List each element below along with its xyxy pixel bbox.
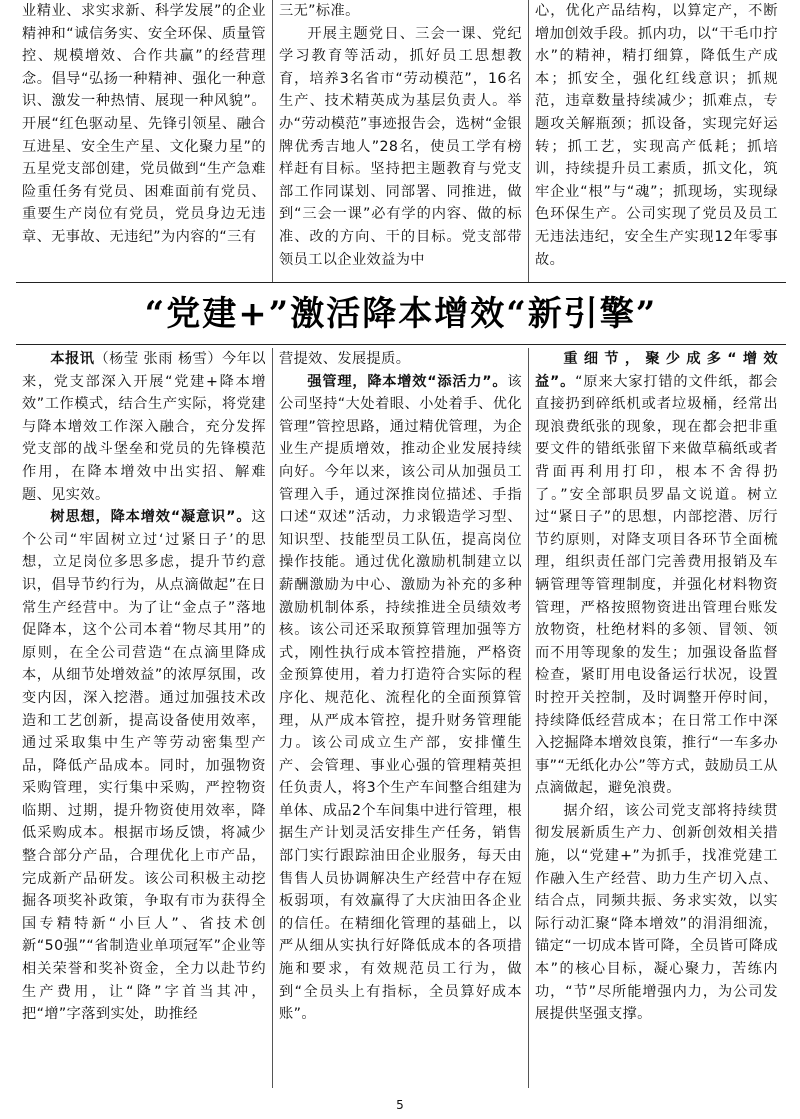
headline-bottom-rule: [16, 344, 786, 345]
top-column-2: [272, 0, 528, 282]
top-column-2-paragraph: 开展主题党日、三会一课、党纪学习教育等活动，抓好员工思想教育，培养3名省市“劳动模范”，16名生产、技术精英成为基层负责人。举办“劳动模范”事迹报告会，选树“金银牌优秀吉地人”28名，使员工学有榜样赶有目标。坚持把主题教育与党支部工作同谋划、同部署、同推进，做到“三会一课”必有学的内容、做的标准、改的方向、干的目标。党支部带领员工以企业效益为中: [279, 25, 522, 268]
top-column-3-text: 心，优化产品结构，以算定产，不断增加创效手段。抓内功，以“干毛巾拧水”的精神，精打细算，降低生产成本；抓安全，强化红线意识；抓规范，违章数量持续减少；抓难点，专题攻关解瓶颈；抓设备，实现完好运转；抓工艺，实现高产低耗；抓培训，持续提升员工素质，抓文化，筑牢企业“根”与“魂”；抓现场，实现绿色环保生产。公司实现了党员及员工无违法违纪，安全生产实现12年零事故。: [535, 3, 778, 268]
article-paragraph-continuation: 营提效、发展提质。: [279, 351, 411, 367]
article-body: [16, 348, 786, 1088]
article-paragraph: [22, 506, 266, 1026]
paragraph-text: （杨莹 张雨 杨雪）今年以来，党支部深入开展“党建+降本增效”工作模式，结合生产实际，将党建与降本增效工作深入融合，充分发挥党支部的战斗堡垒和党员的先锋模范作用，在降本增效中出实招、解难题、见实效。: [22, 351, 266, 503]
article-paragraph: [279, 371, 522, 1026]
page-number: 5: [396, 1098, 404, 1112]
article-column-1: [16, 348, 272, 1088]
paragraph-text: 该公司坚持“大处着眼、小处着手、优化管理”管控思路，通过精优管理，为企业生产提质增效，推动企业发展持续向好。今年以来，该公司从加强员工管理入手，通过深推岗位描述、手指口述“双述”活动，力求锻造学习型、知识型、技能型员工队伍，提高岗位操作技能。通过优化激励机制建立以薪酬激励为中心、激励为补充的多种激励机制体系，持续推进全员绩效考核。该公司还采取预算管理加强等方式，刚性执行成本管控措施，严格资金预算使用，着力打造符合实际的程序化、规范化、流程化的全面预算管理，从严成本管控，提升财务管理能力。该公司成立生产部，安排懂生产、会管理、事业心强的管理精英担任负责人，将3个生产车间整合组建为单体、成品2个车间集中进行管理，根据生产计划灵活安排生产任务，销售部门实行跟踪油田企业服务，每天由售售人员协调解决生产经营中存在短板弱项，有效赢得了大庆油田各企业的信任。在精细化管理的基础上，以严从细从实执行好降低成本的各项措施和要求，有效规范员工行为，做到“全员头上有指标，全员算好成本账”。: [279, 373, 522, 1023]
article-column-3: [528, 348, 784, 1088]
article-paragraph: [22, 348, 266, 506]
section-subheading: 强管理，降本增效“添活力”。: [307, 373, 508, 390]
article-headline: “党建+”激活降本增效“新引擎”: [144, 294, 658, 334]
previous-article-continuation: [16, 0, 786, 282]
top-column-1-text: 业精业、求实求新、科学发展”的企业精神和“诚信务实、安全环保、质量管控、规模增效、合作共赢”的经营理念。倡导“弘扬一种精神、强化一种意识、激发一种热情、展现一种风貌”。开展“红色驱动星、先锋引领星、融合互进星、安全生产星、文化聚力星”的五星党支部创建，党员做到“生产急难险重任务有党员、困难面前有党员、重要生产岗位有党员，党员身边无违章、无事故、无违纪”为内容的“三有: [22, 3, 266, 245]
top-column-3: [528, 0, 784, 282]
section-subheading: 重细节，聚少成多“增效益”。: [535, 351, 778, 390]
section-subheading: 树思想，降本增效“凝意识”。: [50, 509, 252, 526]
headline-top-rule: [16, 282, 786, 283]
top-column-2-first-line: 三无”标准。: [279, 3, 360, 19]
paragraph-text: 这个公司“牢固树立过‘过紧日子’的思想，立足岗位多思多虑，提升节约意识，倡导节约行为，从点滴做起”在日常生产经营中。为了让“金点子”落地促降本，这个公司本着“物尽其用”的原则，在全公司营造“在点滴里降成本，从细节处增效益”的浓厚氛围，改变内因，深入挖潜。通过加强技术改造和工艺创新，提高设备使用效率，通过采取集中生产等劳动密集型产品，降低产品成本。同时，加强物资采购管理，实行集中采购，严控物资临期、过期，提升物资使用效率，降低采购成本。根据市场反馈，将减少整合部分产品，合理优化上市产品，完成新产品研发。该公司积极主动挖掘各项奖补政策，争取有市为获得全国专精特新“小巨人”、省技术创新“50强”“省制造业单项冠军”企业等相关荣誉和奖补资金，全力以赴节约生产费用，让“降”字首当其冲，把“增”字落到实处，助推经: [22, 509, 266, 1023]
paragraph-lead: 本报讯: [50, 351, 95, 367]
article-column-2: [272, 348, 528, 1088]
article-paragraph: [535, 348, 778, 800]
paragraph-text: “原来大家打错的文件纸，都会直接扔到碎纸机或者垃圾桶，经常出现浪费纸张的现象，现在都会把非重要文件的错纸张留下来做草稿纸或者背面再利用打印，根本不舍得扔了。”安全部职员罗晶文说道。树立过“紧日子”的思想，内部挖潜、厉行节约原则，对降支项目各环节全面梳理，组织责任部门完善费用报销及车辆管理等管理制度，并强化材料物资管理，严格按照物资进出管理台账发放物资，杜绝材料的多领、冒领、领而不用等现象的发生；加强设备监督检查，紧盯用电设备运行状况，设置时控开关控制，及时调整开停时间，持续降低经营成本；在日常工作中深入挖掘降本增效良策，推行“一车多办事”“无纸化办公”等方式，鼓励员工从点滴做起，避免浪费。: [535, 373, 779, 797]
top-column-1: [16, 0, 272, 282]
article-paragraph: 据介绍，该公司党支部将持续贯彻发展新质生产力、创新创效相关措施，以“党建+”为抓手，找准党建工作融入生产经营、助力生产切入点、结合点，同频共振、务求实效，以实际行动汇聚“降本增效”的涓涓细流，锚定“一切成本皆可降，全员皆可降成本”的核心目标，凝心聚力，苦练内功，“节”尽所能增强内力，为公司发展提供坚强支撑。: [535, 802, 778, 1023]
